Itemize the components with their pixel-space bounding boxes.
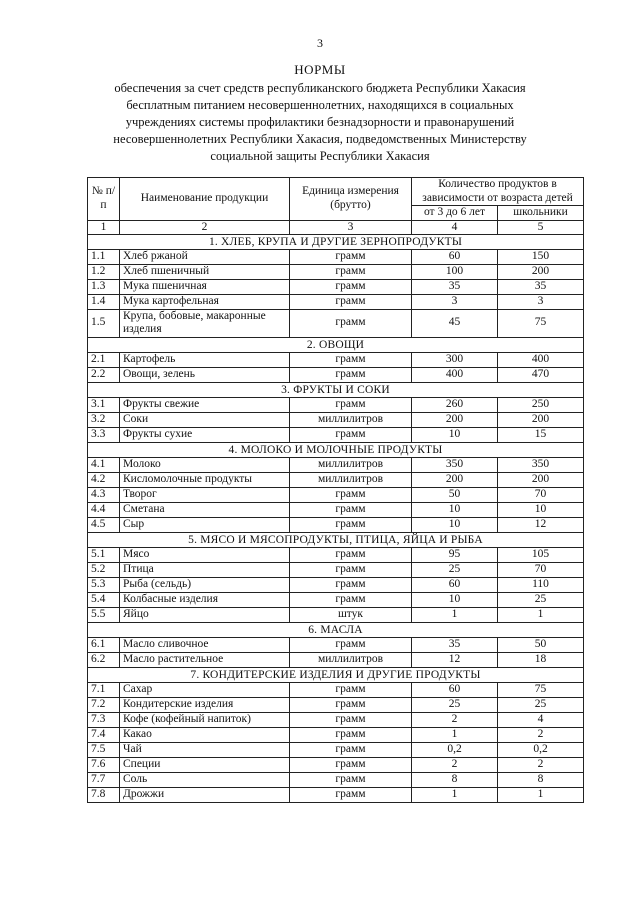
item-qty-age-3-6: 35 [412,279,498,294]
item-number: 5.5 [88,607,120,622]
item-number: 1.1 [88,249,120,264]
section-title: 2. ОВОЩИ [88,337,584,352]
header-age-3-6: от 3 до 6 лет [412,206,498,221]
item-number: 4.3 [88,487,120,502]
item-unit: грамм [290,397,412,412]
item-qty-school: 1 [498,787,584,802]
item-qty-school: 2 [498,757,584,772]
table-row [88,487,584,502]
item-number: 5.1 [88,547,120,562]
table-row [88,397,584,412]
item-unit: грамм [290,787,412,802]
item-unit: грамм [290,427,412,442]
section-row [88,337,584,352]
table-row [88,367,584,382]
item-name: Кондитерские изделия [120,697,290,712]
item-number: 1.4 [88,294,120,309]
item-name: Мясо [120,547,290,562]
item-number: 1.2 [88,264,120,279]
section-row [88,442,584,457]
table-row [88,607,584,622]
item-name: Творог [120,487,290,502]
table-row [88,412,584,427]
subtitle-line: несовершеннолетних Республики Хакасия, подведомственных Министерству [113,132,527,146]
document-subtitle [90,80,550,165]
section-title: 3. ФРУКТЫ И СОКИ [88,382,584,397]
column-numbers-row [88,220,584,234]
item-name: Яйцо [120,607,290,622]
item-number: 5.4 [88,592,120,607]
table-row [88,727,584,742]
item-qty-school: 25 [498,697,584,712]
item-unit: грамм [290,592,412,607]
item-name: Кисломолочные продукты [120,472,290,487]
item-qty-age-3-6: 10 [412,517,498,532]
item-number: 7.2 [88,697,120,712]
item-qty-school: 3 [498,294,584,309]
item-name: Масло растительное [120,652,290,667]
table-row [88,427,584,442]
section-row [88,532,584,547]
column-number: 1 [88,220,120,234]
item-qty-age-3-6: 400 [412,367,498,382]
subtitle-line: бесплатным питанием несовершеннолетних, находящихся в социальных [126,98,514,112]
table-body [88,234,584,802]
section-row [88,622,584,637]
item-unit: грамм [290,294,412,309]
item-name: Соль [120,772,290,787]
subtitle-line: социальной защиты Республики Хакасия [210,149,430,163]
item-qty-age-3-6: 50 [412,487,498,502]
item-qty-age-3-6: 100 [412,264,498,279]
item-qty-age-3-6: 10 [412,427,498,442]
item-qty-school: 15 [498,427,584,442]
table-row [88,592,584,607]
item-qty-school: 105 [498,547,584,562]
section-title: 7. КОНДИТЕРСКИЕ ИЗДЕЛИЯ И ДРУГИЕ ПРОДУКТЫ [88,667,584,682]
table-row [88,562,584,577]
table-row [88,697,584,712]
table-row [88,772,584,787]
table-row [88,547,584,562]
item-unit: грамм [290,562,412,577]
item-qty-school: 150 [498,249,584,264]
item-unit: грамм [290,502,412,517]
item-number: 4.1 [88,457,120,472]
item-qty-school: 2 [498,727,584,742]
table-row [88,742,584,757]
table-row [88,577,584,592]
item-qty-school: 50 [498,637,584,652]
item-name: Рыба (сельдь) [120,577,290,592]
table-row [88,502,584,517]
item-name: Молоко [120,457,290,472]
item-number: 7.8 [88,787,120,802]
item-number: 6.1 [88,637,120,652]
section-row [88,382,584,397]
item-qty-age-3-6: 350 [412,457,498,472]
item-qty-age-3-6: 2 [412,757,498,772]
table-row [88,279,584,294]
item-unit: грамм [290,367,412,382]
item-qty-age-3-6: 35 [412,637,498,652]
item-number: 7.7 [88,772,120,787]
document-title: НОРМЫ [294,62,346,77]
item-number: 2.2 [88,367,120,382]
item-qty-age-3-6: 10 [412,592,498,607]
item-qty-age-3-6: 60 [412,682,498,697]
item-qty-school: 70 [498,562,584,577]
item-qty-school: 1 [498,607,584,622]
item-unit: грамм [290,697,412,712]
item-number: 7.6 [88,757,120,772]
item-number: 5.2 [88,562,120,577]
item-unit: грамм [290,517,412,532]
item-name: Сахар [120,682,290,697]
item-qty-school: 75 [498,309,584,337]
item-qty-age-3-6: 60 [412,249,498,264]
item-unit: грамм [290,727,412,742]
item-number: 7.4 [88,727,120,742]
item-number: 7.5 [88,742,120,757]
section-title: 5. МЯСО И МЯСОПРОДУКТЫ, ПТИЦА, ЯЙЦА И РЫБА [88,532,584,547]
item-number: 3.2 [88,412,120,427]
item-qty-school: 10 [498,502,584,517]
item-name: Дрожжи [120,787,290,802]
item-name: Фрукты сухие [120,427,290,442]
norms-table [87,177,584,803]
item-name: Сыр [120,517,290,532]
column-number: 3 [290,220,412,234]
section-row [88,234,584,249]
header-quantity: Количество продуктов в зависимости от возраста детей [412,178,584,206]
item-qty-school: 0,2 [498,742,584,757]
table-row [88,682,584,697]
item-qty-age-3-6: 45 [412,309,498,337]
item-qty-age-3-6: 200 [412,472,498,487]
section-row [88,667,584,682]
item-name: Крупа, бобовые, макаронные изделия [120,309,290,337]
subtitle-line: учреждениях системы профилактики безнадзорности и правонарушений [125,115,515,129]
section-title: 6. МАСЛА [88,622,584,637]
item-number: 4.5 [88,517,120,532]
item-unit: грамм [290,249,412,264]
item-qty-age-3-6: 300 [412,352,498,367]
item-qty-age-3-6: 0,2 [412,742,498,757]
header-row [88,178,584,206]
column-number: 4 [412,220,498,234]
item-name: Колбасные изделия [120,592,290,607]
item-qty-school: 200 [498,264,584,279]
table-row [88,712,584,727]
item-unit: миллилитров [290,652,412,667]
item-name: Хлеб ржаной [120,249,290,264]
item-qty-age-3-6: 60 [412,577,498,592]
item-unit: грамм [290,279,412,294]
item-name: Сметана [120,502,290,517]
item-unit: грамм [290,682,412,697]
item-qty-school: 35 [498,279,584,294]
table-row [88,264,584,279]
item-qty-school: 18 [498,652,584,667]
item-qty-school: 8 [498,772,584,787]
item-number: 1.5 [88,309,120,337]
table-row [88,309,584,337]
item-qty-school: 25 [498,592,584,607]
header-num: № п/п [88,178,120,221]
header-age-school: школьники [498,206,584,221]
item-name: Масло сливочное [120,637,290,652]
item-qty-age-3-6: 95 [412,547,498,562]
header-unit: Единица измерения (брутто) [290,178,412,221]
item-number: 6.2 [88,652,120,667]
item-name: Чай [120,742,290,757]
item-qty-school: 110 [498,577,584,592]
item-name: Птица [120,562,290,577]
item-qty-age-3-6: 1 [412,727,498,742]
item-unit: грамм [290,772,412,787]
item-unit: грамм [290,712,412,727]
table-row [88,637,584,652]
item-number: 4.4 [88,502,120,517]
item-qty-age-3-6: 10 [412,502,498,517]
section-title: 1. ХЛЕБ, КРУПА И ДРУГИЕ ЗЕРНОПРОДУКТЫ [88,234,584,249]
item-name: Какао [120,727,290,742]
item-qty-school: 70 [498,487,584,502]
item-number: 1.3 [88,279,120,294]
item-unit: грамм [290,547,412,562]
table-row [88,787,584,802]
item-number: 3.3 [88,427,120,442]
item-qty-age-3-6: 2 [412,712,498,727]
item-unit: грамм [290,309,412,337]
item-name: Мука пшеничная [120,279,290,294]
column-number: 2 [120,220,290,234]
item-qty-age-3-6: 200 [412,412,498,427]
item-name: Соки [120,412,290,427]
item-unit: грамм [290,352,412,367]
item-unit: миллилитров [290,412,412,427]
item-unit: штук [290,607,412,622]
item-qty-school: 12 [498,517,584,532]
item-name: Картофель [120,352,290,367]
table-row [88,472,584,487]
table-row [88,652,584,667]
item-qty-school: 400 [498,352,584,367]
item-name: Специи [120,757,290,772]
item-unit: грамм [290,637,412,652]
item-qty-age-3-6: 25 [412,697,498,712]
item-unit: миллилитров [290,472,412,487]
item-qty-school: 470 [498,367,584,382]
item-qty-school: 250 [498,397,584,412]
item-number: 5.3 [88,577,120,592]
table-row [88,294,584,309]
page-number: 3 [317,36,323,50]
item-unit: миллилитров [290,457,412,472]
column-number: 5 [498,220,584,234]
item-qty-age-3-6: 1 [412,787,498,802]
header-name: Наименование продукции [120,178,290,221]
table-row [88,457,584,472]
item-number: 7.1 [88,682,120,697]
item-name: Кофе (кофейный напиток) [120,712,290,727]
item-qty-school: 200 [498,412,584,427]
item-name: Хлеб пшеничный [120,264,290,279]
item-unit: грамм [290,487,412,502]
table-row [88,517,584,532]
item-qty-age-3-6: 12 [412,652,498,667]
item-number: 2.1 [88,352,120,367]
item-unit: грамм [290,757,412,772]
item-qty-age-3-6: 25 [412,562,498,577]
item-name: Мука картофельная [120,294,290,309]
subtitle-line: обеспечения за счет средств республиканского бюджета Республики Хакасия [114,81,526,95]
item-number: 3.1 [88,397,120,412]
item-unit: грамм [290,742,412,757]
item-qty-age-3-6: 1 [412,607,498,622]
item-qty-school: 200 [498,472,584,487]
item-name: Фрукты свежие [120,397,290,412]
item-qty-school: 75 [498,682,584,697]
table-row [88,757,584,772]
item-name: Овощи, зелень [120,367,290,382]
item-qty-school: 350 [498,457,584,472]
item-qty-age-3-6: 3 [412,294,498,309]
item-unit: грамм [290,264,412,279]
item-number: 7.3 [88,712,120,727]
item-unit: грамм [290,577,412,592]
item-qty-age-3-6: 8 [412,772,498,787]
section-title: 4. МОЛОКО И МОЛОЧНЫЕ ПРОДУКТЫ [88,442,584,457]
table-row [88,352,584,367]
item-number: 4.2 [88,472,120,487]
table-row [88,249,584,264]
item-qty-school: 4 [498,712,584,727]
item-qty-age-3-6: 260 [412,397,498,412]
